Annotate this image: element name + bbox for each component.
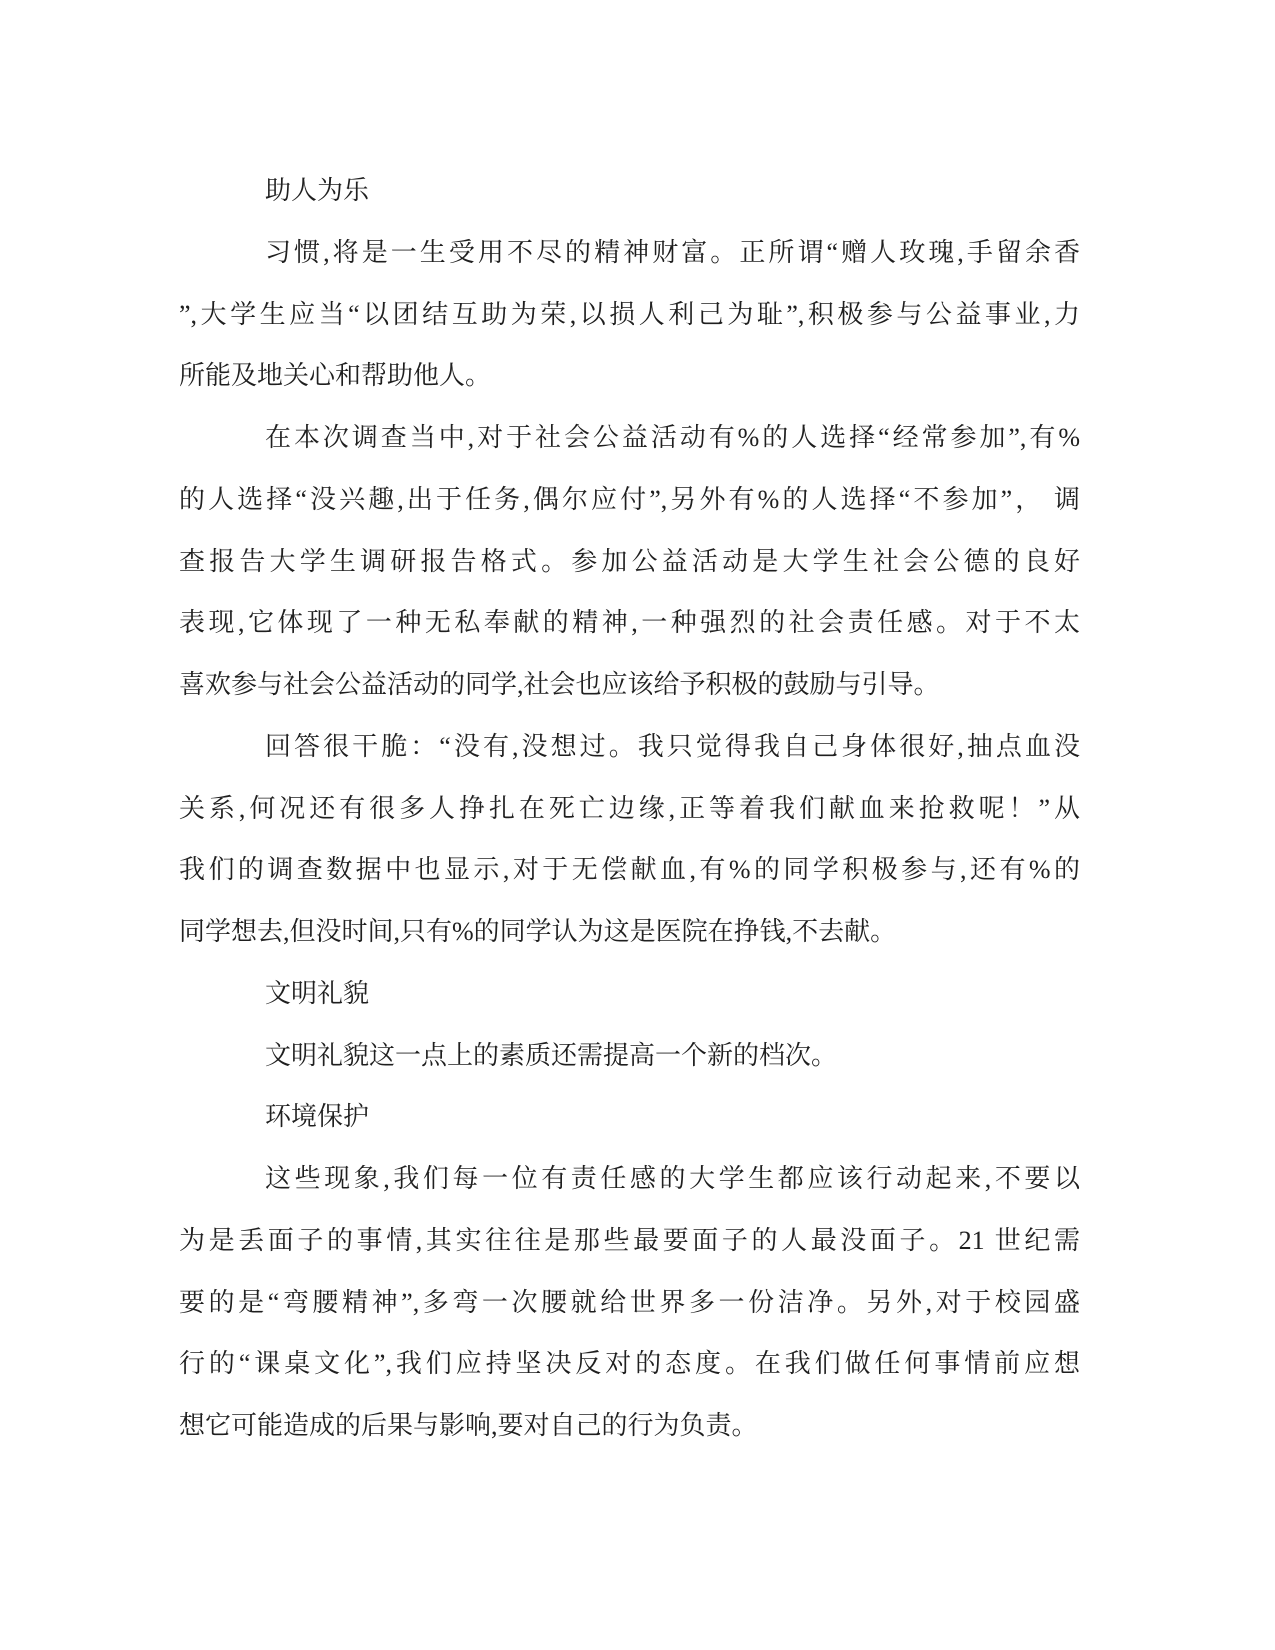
text-line: 回答很干脆：“没有,没想过。我只觉得我自己身体很好,抽点血没: [265, 731, 1080, 761]
para-blood-donation: [179, 716, 1080, 963]
text-line: 行的“课桌文化”,我们应持坚决反对的态度。在我们做任何事情前应想: [179, 1349, 1080, 1379]
text-line: 文明礼貌: [265, 978, 370, 1008]
text-line: 在本次调查当中,对于社会公益活动有%的人选择“经常参加”,有%: [265, 423, 1080, 452]
text-line: 我们的调查数据中也显示,对于无偿献血,有%的同学积极参与,还有%的: [179, 855, 1080, 885]
para-habit: [179, 222, 1080, 407]
heading-civility: [179, 963, 1080, 1025]
text-line: 表现,它体现了一种无私奉献的精神,一种强烈的社会责任感。对于不太: [179, 608, 1080, 638]
para-civility: [179, 1025, 1080, 1087]
text-line: 所能及地关心和帮助他人。: [179, 361, 492, 391]
text-line: 习惯,将是一生受用不尽的精神财富。正所谓“赠人玫瑰,手留余香: [265, 237, 1080, 267]
text-line: 为是丢面子的事情,其实往往是那些最要面子的人最没面子。21 世纪需: [179, 1225, 1080, 1255]
document-body: [179, 160, 1080, 1457]
para-survey: [179, 407, 1080, 716]
text-line: 查报告大学生调研报告格式。参加公益活动是大学生社会公德的良好: [179, 546, 1080, 576]
text-line: 的人选择“没兴趣,出于任务,偶尔应付”,另外有%的人选择“不参加”， 调: [179, 484, 1080, 514]
para-environment: [179, 1148, 1080, 1457]
text-line: 这些现象,我们每一位有责任感的大学生都应该行动起来,不要以: [265, 1164, 1080, 1193]
heading-environment: [179, 1086, 1080, 1148]
text-line: 助人为乐: [265, 176, 370, 205]
text-line: 喜欢参与社会公益活动的同学,社会也应该给予积极的鼓励与引导。: [179, 670, 940, 699]
text-line: 要的是“弯腰精神”,多弯一次腰就给世界多一份洁净。另外,对于校园盛: [179, 1287, 1080, 1317]
text-line: 关系,何况还有很多人挣扎在死亡边缘,正等着我们献血来抢救呢！”从: [179, 793, 1080, 823]
text-line: 环境保护: [265, 1102, 370, 1132]
text-line: ”,大学生应当“以团结互助为荣,以损人利己为耻”,积极参与公益事业,力: [179, 299, 1080, 329]
text-line: 想它可能造成的后果与影响,要对自己的行为负责。: [179, 1411, 758, 1440]
heading-helping-others: [179, 160, 1080, 222]
text-line: 同学想去,但没时间,只有%的同学认为这是医院在挣钱,不去献。: [179, 917, 897, 946]
text-line: 文明礼貌这一点上的素质还需提高一个新的档次。: [265, 1040, 838, 1070]
